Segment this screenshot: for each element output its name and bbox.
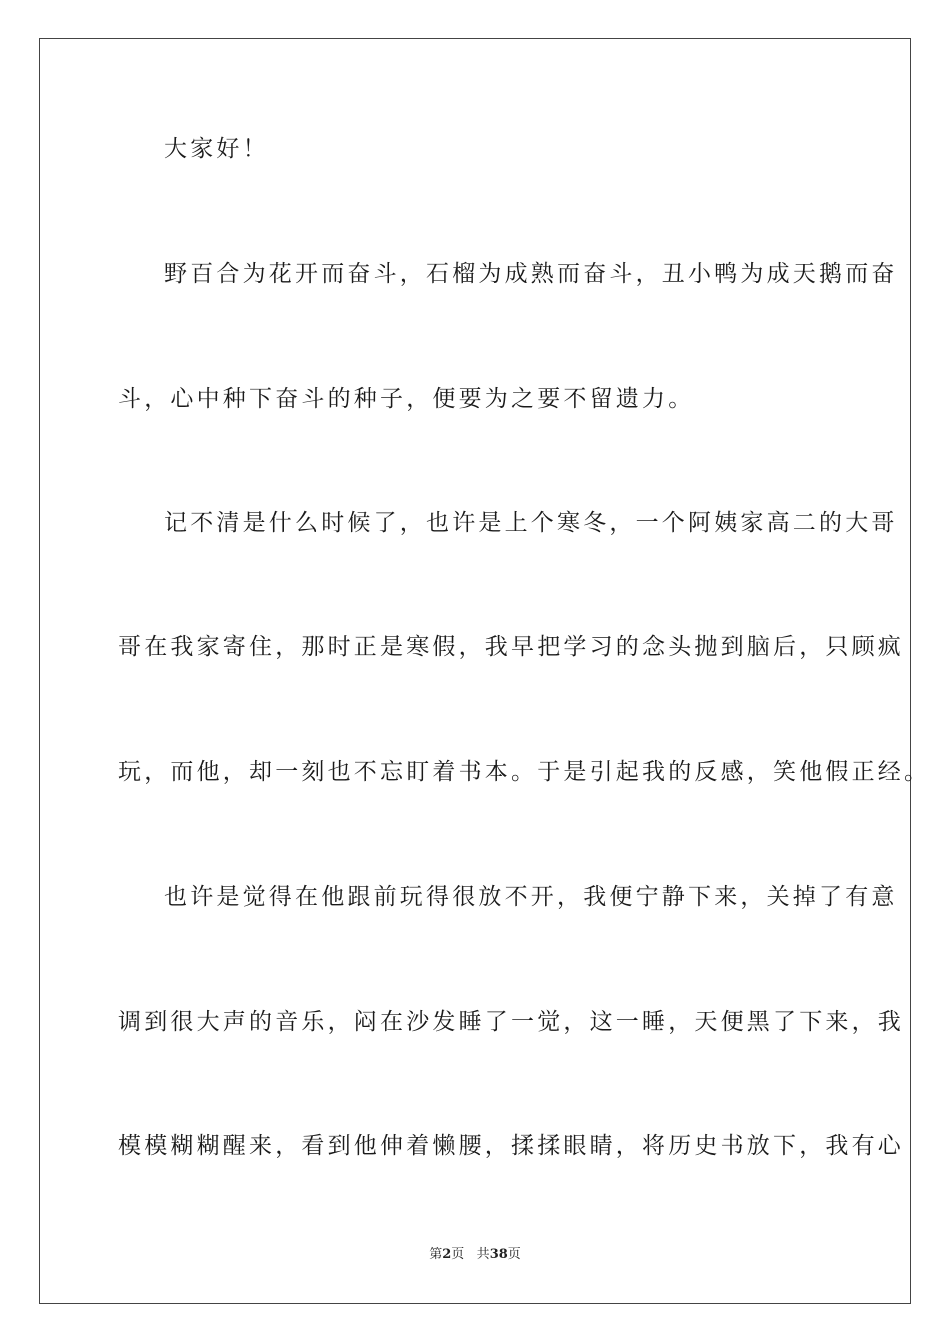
- paragraph-2-line-1: 记不清是什么时候了，也许是上个寒冬，一个阿姨家高二的大哥: [164, 510, 898, 536]
- total-suffix: 页: [507, 1247, 521, 1262]
- paragraph-2-line-2: 哥在我家寄住，那时正是寒假，我早把学习的念头抛到脑后，只顾疯: [118, 634, 904, 660]
- paragraph-1-line-1: 野百合为花开而奋斗，石榴为成熟而奋斗，丑小鸭为成天鹅而奋: [164, 261, 898, 287]
- page-footer: [0, 1246, 950, 1264]
- page-number: 2: [442, 1247, 452, 1262]
- paragraph-3-line-1: 也许是觉得在他跟前玩得很放不开，我便宁静下来，关掉了有意: [164, 884, 898, 910]
- greeting-line: 大家好！: [164, 136, 269, 162]
- paragraph-3-line-2: 调到很大声的音乐，闷在沙发睡了一觉，这一睡，天便黑了下来，我: [118, 1009, 904, 1035]
- page-suffix: 页: [451, 1247, 465, 1262]
- paragraph-1-line-2: 斗，心中种下奋斗的种子，便要为之要不留遗力。: [118, 386, 695, 412]
- total-pages: 38: [489, 1247, 508, 1262]
- page-prefix: 第: [429, 1247, 443, 1262]
- page-border: [39, 38, 911, 1304]
- total-prefix: 共: [476, 1247, 490, 1262]
- paragraph-2-line-3: 玩，而他，却一刻也不忘盯着书本。于是引起我的反感，笑他假正经。: [118, 759, 931, 785]
- paragraph-3-line-3: 模模糊糊醒来，看到他伸着懒腰，揉揉眼睛，将历史书放下，我有心: [118, 1133, 904, 1159]
